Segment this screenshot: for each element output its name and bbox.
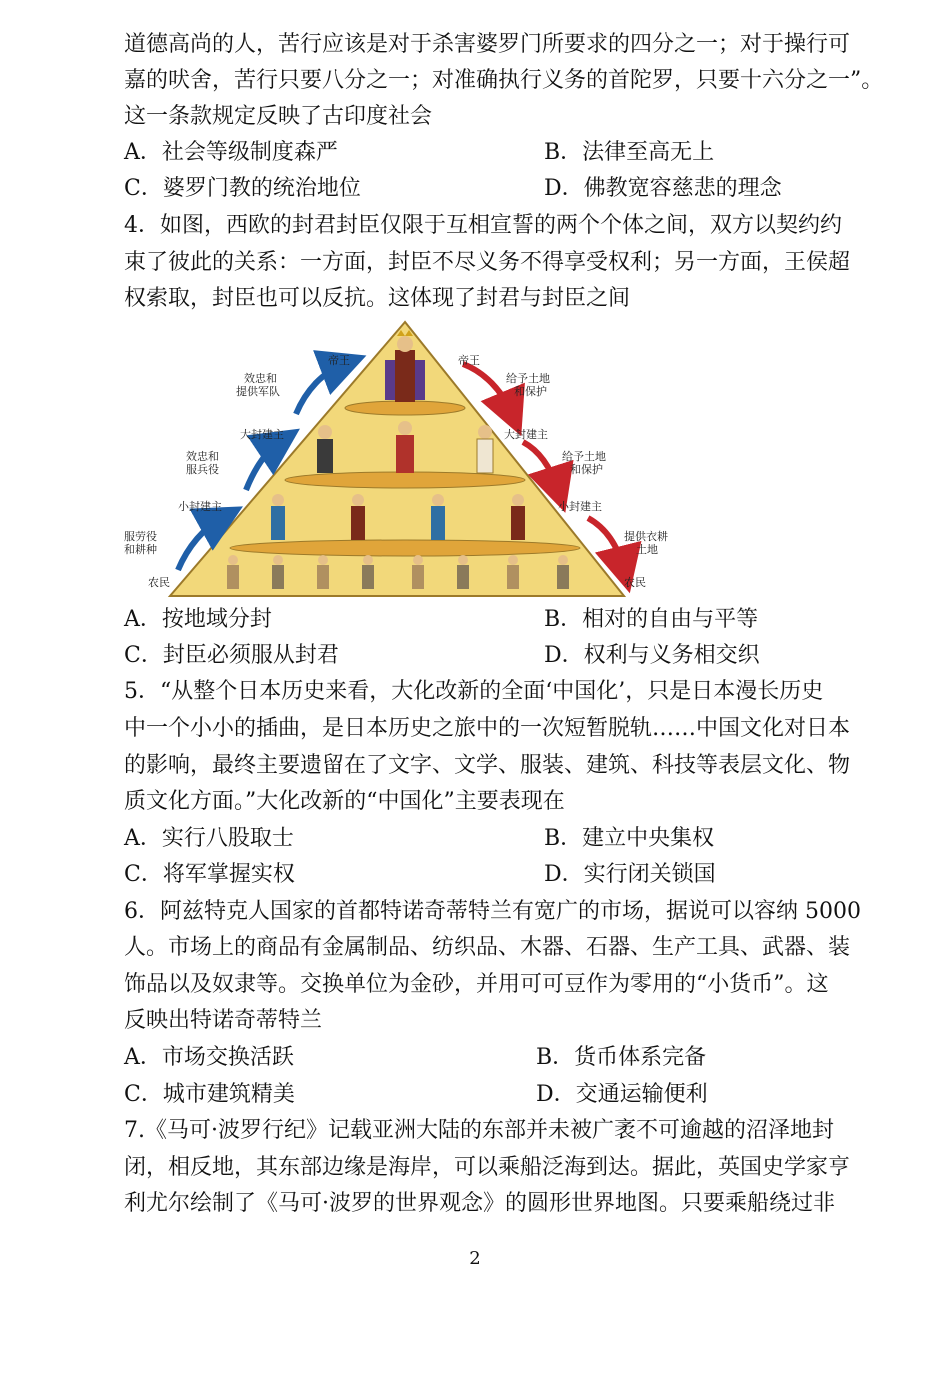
great-lord-platform	[285, 472, 525, 488]
right-arrow-3-caption-line-1: 提供衣耕	[624, 530, 668, 543]
peasant-icon-2	[272, 555, 284, 589]
q6-option-c[interactable]: C．城市建筑精美	[124, 1082, 295, 1107]
great-lord-icon-1	[317, 425, 333, 473]
q5-option-d[interactable]: D．实行闭关锁国	[544, 862, 716, 887]
q6-option-b[interactable]: B．货币体系完备	[536, 1045, 707, 1070]
lesser-lord-platform	[230, 540, 580, 556]
q5-line-3: 的影响，最终主要遗留在了文字、文学、服装、建筑、科技等表层文化、物	[124, 753, 851, 778]
right-arrow-1-caption-line-2: 和保护	[514, 385, 547, 398]
q3-option-c[interactable]: C．婆罗门教的统治地位	[124, 176, 361, 201]
q3-option-a[interactable]: A．社会等级制度森严	[124, 140, 338, 165]
lesser-lord-icon-4	[511, 494, 525, 540]
peasant-icon-3	[317, 555, 329, 589]
left-label-lesser-lord: 小封建主	[178, 500, 222, 513]
q4-option-a[interactable]: A．按地域分封	[124, 607, 272, 632]
q6-line-4: 反映出特诺奇蒂特兰	[124, 1008, 323, 1033]
great-lord-icon-3	[477, 425, 493, 473]
q3-line-1: 道德高尚的人，苦行应该是对于杀害婆罗门所要求的四分之一；对于操行可	[124, 32, 851, 57]
peasant-icon-4	[362, 555, 374, 589]
q4-line-1: 4．如图，西欧的封君封臣仅限于互相宣誓的两个个体之间，双方以契约约	[124, 213, 842, 238]
q4-option-b[interactable]: B．相对的自由与平等	[544, 607, 759, 632]
peasant-icon-7	[507, 555, 519, 589]
q7-line-2: 闭，相反地，其东部边缘是海岸，可以乘船泛海到达。据此，英国史学家亨	[124, 1155, 851, 1180]
q5-line-2: 中一个小小的插曲，是日本历史之旅中的一次短暂脱轨……中国文化对日本	[124, 716, 851, 741]
lesser-lord-icon-2	[351, 494, 365, 540]
left-arrow-2-caption-line-2: 服兵役	[186, 463, 219, 476]
left-label-emperor: 帝王	[328, 354, 350, 367]
lesser-lord-icon-1	[271, 494, 285, 540]
q5-option-c[interactable]: C．将军掌握实权	[124, 862, 295, 887]
great-lord-icon-2	[396, 421, 414, 473]
left-arrow-1-caption-line-1: 效忠和	[244, 372, 277, 385]
q6-line-1: 6．阿兹特克人国家的首都特诺奇蒂特兰有宽广的市场，据说可以容纳 5000	[124, 899, 861, 924]
left-arrow-2-caption-line-1: 效忠和	[186, 450, 219, 463]
q5-option-a[interactable]: A．实行八股取士	[124, 826, 294, 851]
left-arrow-3-caption-line-2: 和耕种	[124, 543, 157, 556]
peasant-icon-6	[457, 555, 469, 589]
right-label-emperor: 帝王	[458, 354, 480, 367]
peasant-icon-8	[557, 555, 569, 589]
q5-line-4: 质文化方面。”大化改新的“中国化”主要表现在	[124, 789, 565, 814]
right-label-great-lord: 大封建主	[504, 428, 548, 441]
q3-option-d[interactable]: D．佛教宽容慈悲的理念	[544, 176, 782, 201]
left-label-great-lord: 大封建主	[240, 428, 284, 441]
right-arrow-2-caption-line-1: 给予土地	[562, 450, 606, 463]
peasant-icon-1	[227, 555, 239, 589]
q3-line-2: 嘉的吠舍，苦行只要八分之一；对准确执行义务的首陀罗，只要十六分之一”。	[124, 68, 884, 93]
lesser-lord-icon-3	[431, 494, 445, 540]
right-label-lesser-lord: 小封建主	[558, 500, 602, 513]
q4-option-d[interactable]: D．权利与义务相交织	[544, 643, 760, 668]
q6-line-2: 人。市场上的商品有金属制品、纺织品、木器、石器、生产工具、武器、装	[124, 935, 851, 960]
right-arrow-1-caption-line-1: 给予土地	[506, 372, 550, 385]
emperor-platform	[345, 401, 465, 415]
q6-option-a[interactable]: A．市场交换活跃	[124, 1045, 294, 1070]
q5-line-1: 5．“从整个日本历史来看，大化改新的全面‘中国化’，只是日本漫长历史	[124, 679, 824, 704]
right-label-peasant: 农民	[624, 576, 646, 589]
peasant-icon-5	[412, 555, 424, 589]
left-arrow-1-caption-line-2: 提供军队	[236, 385, 280, 398]
q7-line-3: 利尤尔绘制了《马可·波罗的世界观念》的圆形世界地图。只要乘船绕过非	[124, 1191, 835, 1216]
q3-option-b[interactable]: B．法律至高无上	[544, 140, 715, 165]
q4-option-c[interactable]: C．封臣必须服从封君	[124, 643, 339, 668]
feudal-pyramid-figure	[118, 320, 698, 600]
left-label-peasant: 农民	[148, 576, 170, 589]
q6-option-d[interactable]: D．交通运输便利	[536, 1082, 708, 1107]
q7-line-1: 7.《马可·波罗行纪》记载亚洲大陆的东部并未被广袤不可逾越的沼泽地封	[124, 1118, 834, 1143]
q5-option-b[interactable]: B．建立中央集权	[544, 826, 715, 851]
q3-line-3: 这一条款规定反映了古印度社会	[124, 104, 433, 129]
q6-line-3: 饰品以及奴隶等。交换单位为金砂，并用可可豆作为零用的“小货币”。这	[124, 972, 829, 997]
page-number: 2	[469, 1248, 481, 1269]
q4-line-3: 权索取，封臣也可以反抗。这体现了封君与封臣之间	[124, 286, 631, 311]
right-arrow-2-caption-line-2: 和保护	[570, 463, 603, 476]
q4-line-2: 束了彼此的关系：一方面，封臣不尽义务不得享受权利；另一方面，王侯超	[124, 250, 851, 275]
left-arrow-3-caption-line-1: 服劳役	[124, 530, 157, 543]
right-arrow-3-caption-line-2: 土地	[636, 543, 658, 556]
